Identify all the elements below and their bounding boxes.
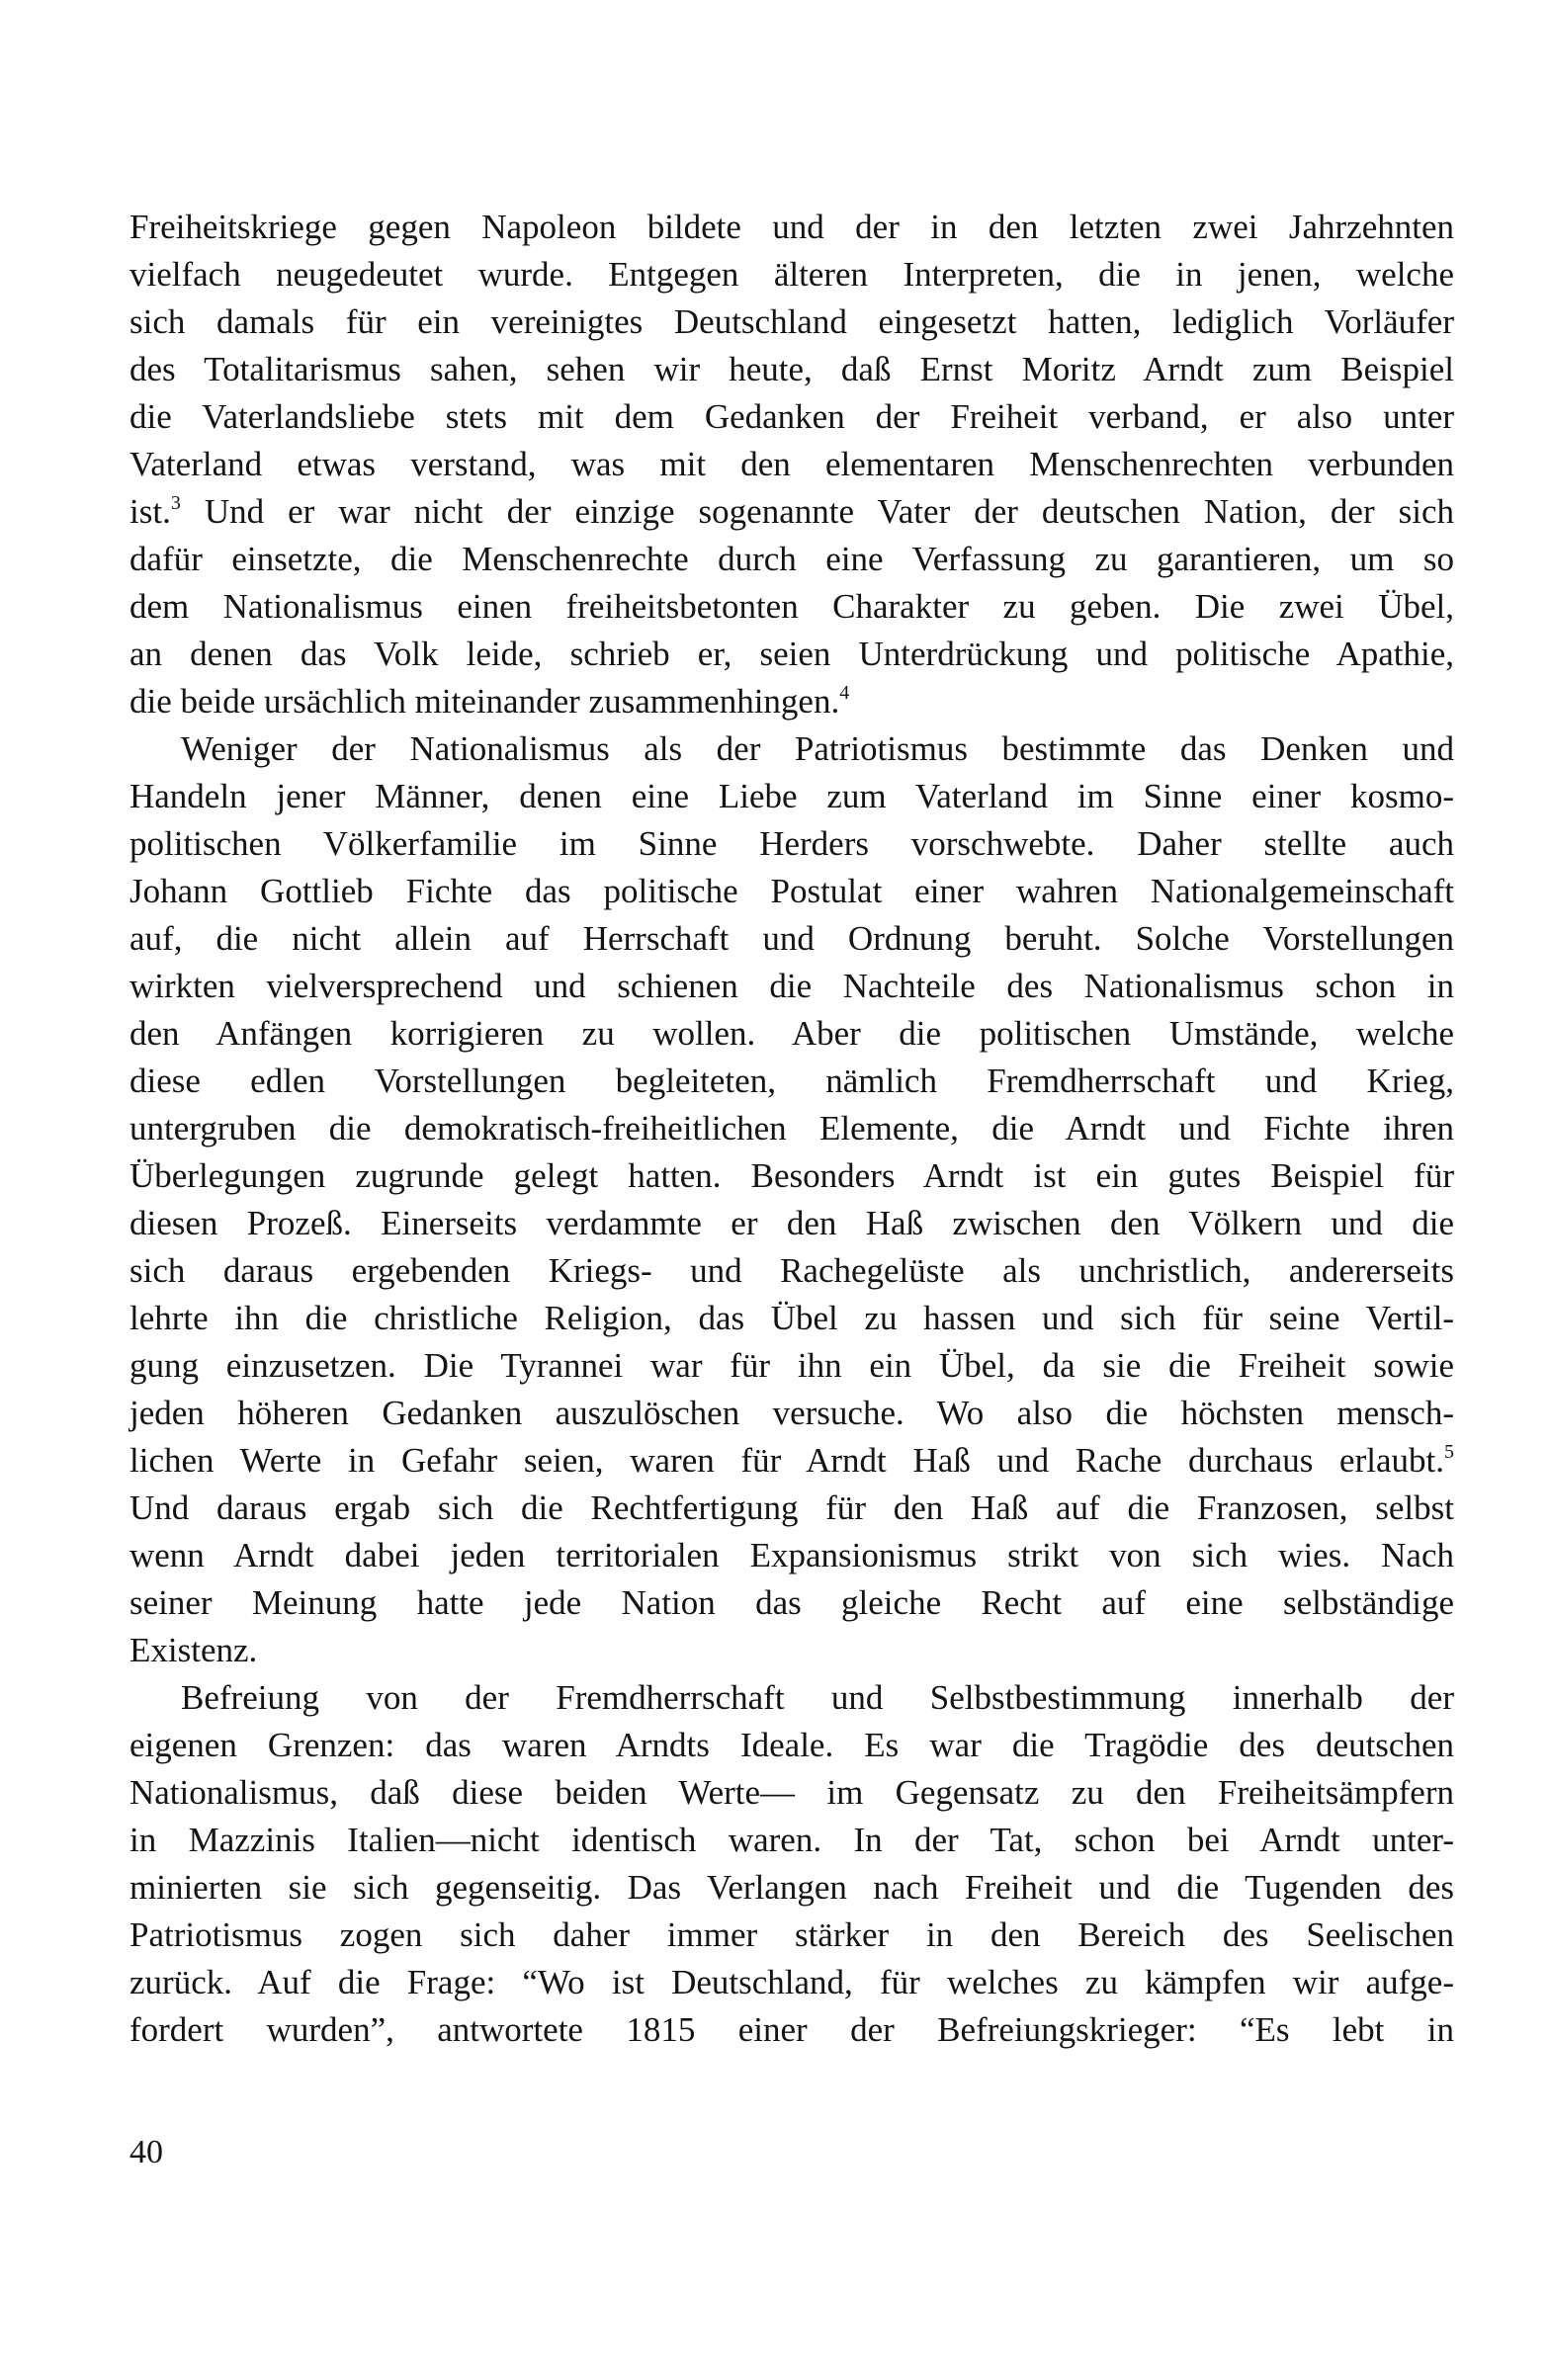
paragraph-2 bbox=[129, 725, 1454, 1674]
text-line: diesen Prozeß. Einerseits verdammte er den Haß zwischen den Völkern und die bbox=[129, 1204, 1454, 1242]
text-line: Nationalismus, daß diese beiden Werte— im Gegensatz zu den Freiheitsämpfern bbox=[129, 1773, 1454, 1812]
text-line: vielfach neugedeutet wurde. Entgegen älteren Interpreten, die in jenen, welche bbox=[129, 255, 1454, 294]
text-fragment: ist. bbox=[129, 492, 171, 531]
text-line: Johann Gottlieb Fichte das politische Postulat einer wahren Nationalgemeinschaft bbox=[129, 872, 1454, 910]
text-line: dem Nationalismus einen freiheitsbetonten Charakter zu geben. Die zwei Übel, bbox=[129, 587, 1454, 626]
text-line: auf, die nicht allein auf Herrschaft und Ordnung beruht. Solche Vorstellungen bbox=[129, 919, 1454, 958]
text-line: gung einzusetzen. Die Tyrannei war für ihn ein Übel, da sie die Freiheit sowie bbox=[129, 1346, 1454, 1385]
text-line: Freiheitskriege gegen Napoleon bildete und der in den letzten zwei Jahrzehnten bbox=[129, 208, 1454, 246]
paragraph-1 bbox=[129, 204, 1454, 725]
text-line: an denen das Volk leide, schrieb er, seien Unterdrückung und politische Apathie, bbox=[129, 635, 1454, 673]
text-line: politischen Völkerfamilie im Sinne Herders vorschwebte. Daher stellte auch bbox=[129, 824, 1454, 863]
text-line: sich damals für ein vereinigtes Deutschland eingesetzt hatten, lediglich Vorläufer bbox=[129, 302, 1454, 341]
text-line: minierten sie sich gegenseitig. Das Verlangen nach Freiheit und die Tugenden des bbox=[129, 1868, 1454, 1907]
footnote-marker: 4 bbox=[839, 682, 850, 704]
text-line: in Mazzinis Italien—nicht identisch waren. In der Tat, schon bei Arndt unter- bbox=[129, 1821, 1454, 1859]
text-line: jeden höheren Gedanken auszulöschen versuche. Wo also die höchsten mensch- bbox=[129, 1394, 1454, 1432]
page-number: 40 bbox=[129, 2134, 163, 2170]
text-line: den Anfängen korrigieren zu wollen. Aber die politischen Umstände, welche bbox=[129, 1014, 1454, 1053]
text-line: dafür einsetzte, die Menschenrechte durch eine Verfassung zu garantieren, um so bbox=[129, 540, 1454, 578]
text-line: wirkten vielversprechend und schienen die Nachteile des Nationalismus schon in bbox=[129, 967, 1454, 1005]
text-line: untergruben die demokratisch-freiheitlichen Elemente, die Arndt und Fichte ihren bbox=[129, 1109, 1454, 1148]
text-line bbox=[129, 678, 1454, 725]
paragraph-3 bbox=[129, 1674, 1454, 2054]
text-fragment: Und er war nicht der einzige sogenannte Vater der deutschen Nation, der sich bbox=[180, 492, 1454, 531]
text-line: Handeln jener Männer, denen eine Liebe zum Vaterland im Sinne einer kosmo- bbox=[129, 777, 1454, 815]
text-line: lehrte ihn die christliche Religion, das Übel zu hassen und sich für seine Vertil- bbox=[129, 1299, 1454, 1337]
text-line: fordert wurden”, antwortete 1815 einer der Befreiungskrieger: “Es lebt in bbox=[129, 2010, 1454, 2049]
body-text bbox=[129, 204, 1454, 2054]
text-line: sich daraus ergebenden Kriegs- und Rachegelüste als unchristlich, andererseits bbox=[129, 1251, 1454, 1290]
text-line: Existenz. bbox=[129, 1631, 258, 1669]
footnote-marker: 5 bbox=[1444, 1441, 1454, 1463]
text-line: Vaterland etwas verstand, was mit den elementaren Menschenrechten verbunden bbox=[129, 445, 1454, 483]
text-line: Befreiung von der Fremdherrschaft und Selbstbestimmung innerhalb der bbox=[181, 1678, 1454, 1717]
text-line: Überlegungen zugrunde gelegt hatten. Besonders Arndt ist ein gutes Beispiel für bbox=[129, 1156, 1454, 1195]
text-line: diese edlen Vorstellungen begleiteten, nämlich Fremdherrschaft und Krieg, bbox=[129, 1062, 1454, 1100]
text-line bbox=[129, 1437, 1454, 1485]
text-fragment: lichen Werte in Gefahr seien, waren für Arndt Haß und Rache durchaus erlaubt. bbox=[129, 1441, 1444, 1480]
text-line: des Totalitarismus sahen, sehen wir heute, daß Ernst Moritz Arndt zum Beispiel bbox=[129, 350, 1454, 388]
text-line: zurück. Auf die Frage: “Wo ist Deutschland, für welches zu kämpfen wir aufge- bbox=[129, 1963, 1454, 2001]
text-line: Weniger der Nationalismus als der Patriotismus bestimmte das Denken und bbox=[181, 729, 1454, 768]
text-line bbox=[129, 488, 1454, 536]
text-line: wenn Arndt dabei jeden territorialen Expansionismus strikt von sich wies. Nach bbox=[129, 1536, 1454, 1574]
text-line: Patriotismus zogen sich daher immer stärker in den Bereich des Seelischen bbox=[129, 1915, 1454, 1954]
text-line: die Vaterlandsliebe stets mit dem Gedanken der Freiheit verband, er also unter bbox=[129, 397, 1454, 436]
text-line: eigenen Grenzen: das waren Arndts Ideale. Es war die Tragödie des deutschen bbox=[129, 1726, 1454, 1764]
text-line: Und daraus ergab sich die Rechtfertigung für den Haß auf die Franzosen, selbst bbox=[129, 1488, 1454, 1527]
footnote-marker: 3 bbox=[170, 492, 181, 514]
text-fragment: die beide ursächlich miteinander zusammenhingen. bbox=[129, 682, 840, 721]
text-line: seiner Meinung hatte jede Nation das gleiche Recht auf eine selbständige bbox=[129, 1583, 1454, 1622]
